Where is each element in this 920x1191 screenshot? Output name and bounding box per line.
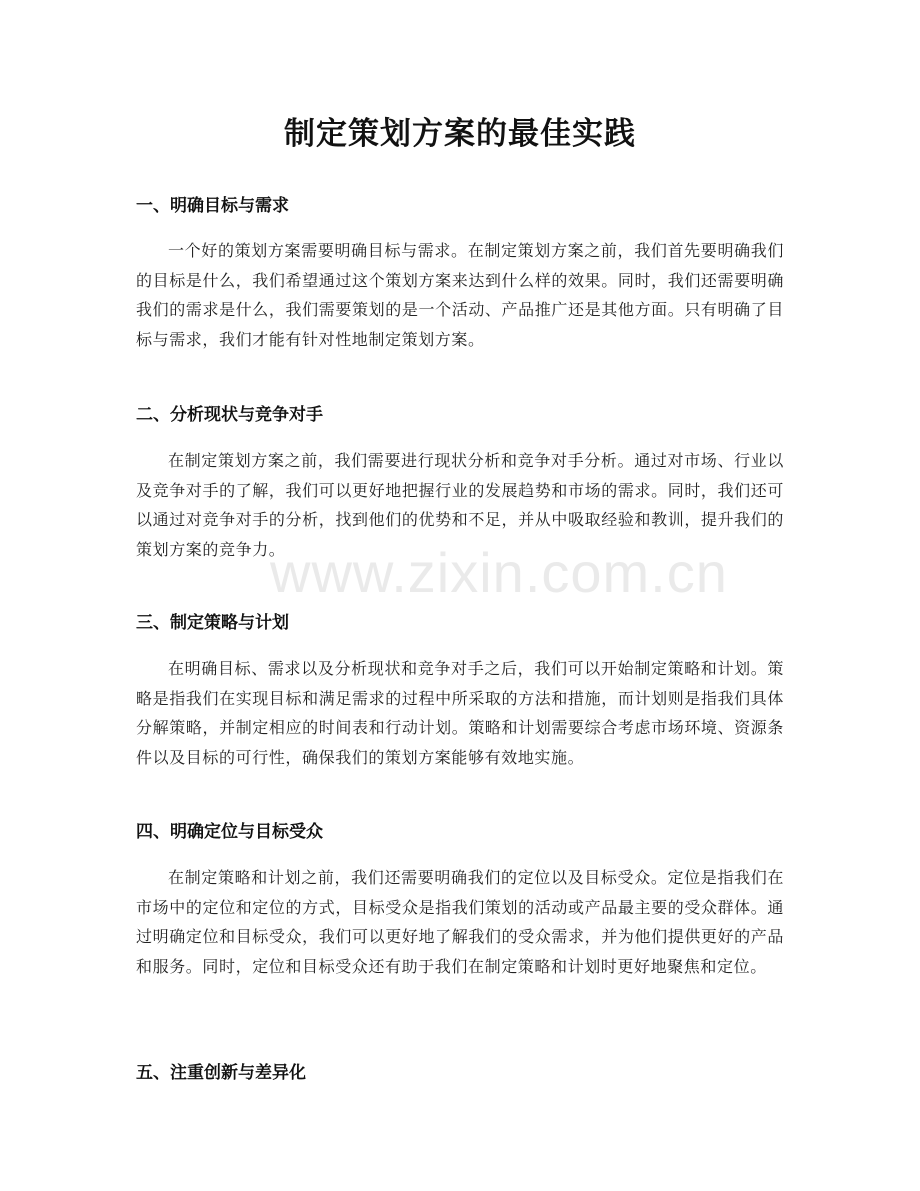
- document-title: 制定策划方案的最佳实践: [284, 116, 636, 152]
- section-heading-3: 三、制定策略与计划: [136, 613, 289, 633]
- section-heading-5: 五、注重创新与差异化: [136, 1063, 306, 1083]
- section-paragraph-3: 在明确目标、需求以及分析现状和竞争对手之后，我们可以开始制定策略和计划。策略是指我们在实现目标和满足需求的过程中所采取的方法和措施，而计划则是指我们具体分解策略，并制定相应的时间表和行动计划。策略和计划需要综合考虑市场环境、资源条件以及目标的可行性，确保我们的策划方案能够有效地实施。: [136, 659, 784, 767]
- watermark: www.zixin.com.cn: [270, 541, 728, 604]
- section-heading-2: 二、分析现状与竞争对手: [136, 405, 323, 425]
- section-paragraph-2: 在制定策划方案之前，我们需要进行现状分析和竞争对手分析。通过对市场、行业以及竞争对手的了解，我们可以更好地把握行业的发展趋势和市场的需求。同时，我们还可以通过对竞争对手的分析，找到他们的优势和不足，并从中吸取经验和教训，提升我们的策划方案的竞争力。: [136, 451, 784, 559]
- section-heading-1: 一、明确目标与需求: [136, 196, 289, 216]
- section-paragraph-4: 在制定策略和计划之前，我们还需要明确我们的定位以及目标受众。定位是指我们在市场中的定位和定位的方式，目标受众是指我们策划的活动或产品最主要的受众群体。通过明确定位和目标受众，我们可以更好地了解我们的受众需求，并为他们提供更好的产品和服务。同时，定位和目标受众还有助于我们在制定策略和计划时更好地聚焦和定位。: [136, 868, 784, 976]
- section-paragraph-1: 一个好的策划方案需要明确目标与需求。在制定策划方案之前，我们首先要明确我们的目标是什么，我们希望通过这个策划方案来达到什么样的效果。同时，我们还需要明确我们的需求是什么，我们需要策划的是一个活动、产品推广还是其他方面。只有明确了目标与需求，我们才能有针对性地制定策划方案。: [136, 241, 784, 349]
- section-heading-4: 四、明确定位与目标受众: [136, 822, 323, 842]
